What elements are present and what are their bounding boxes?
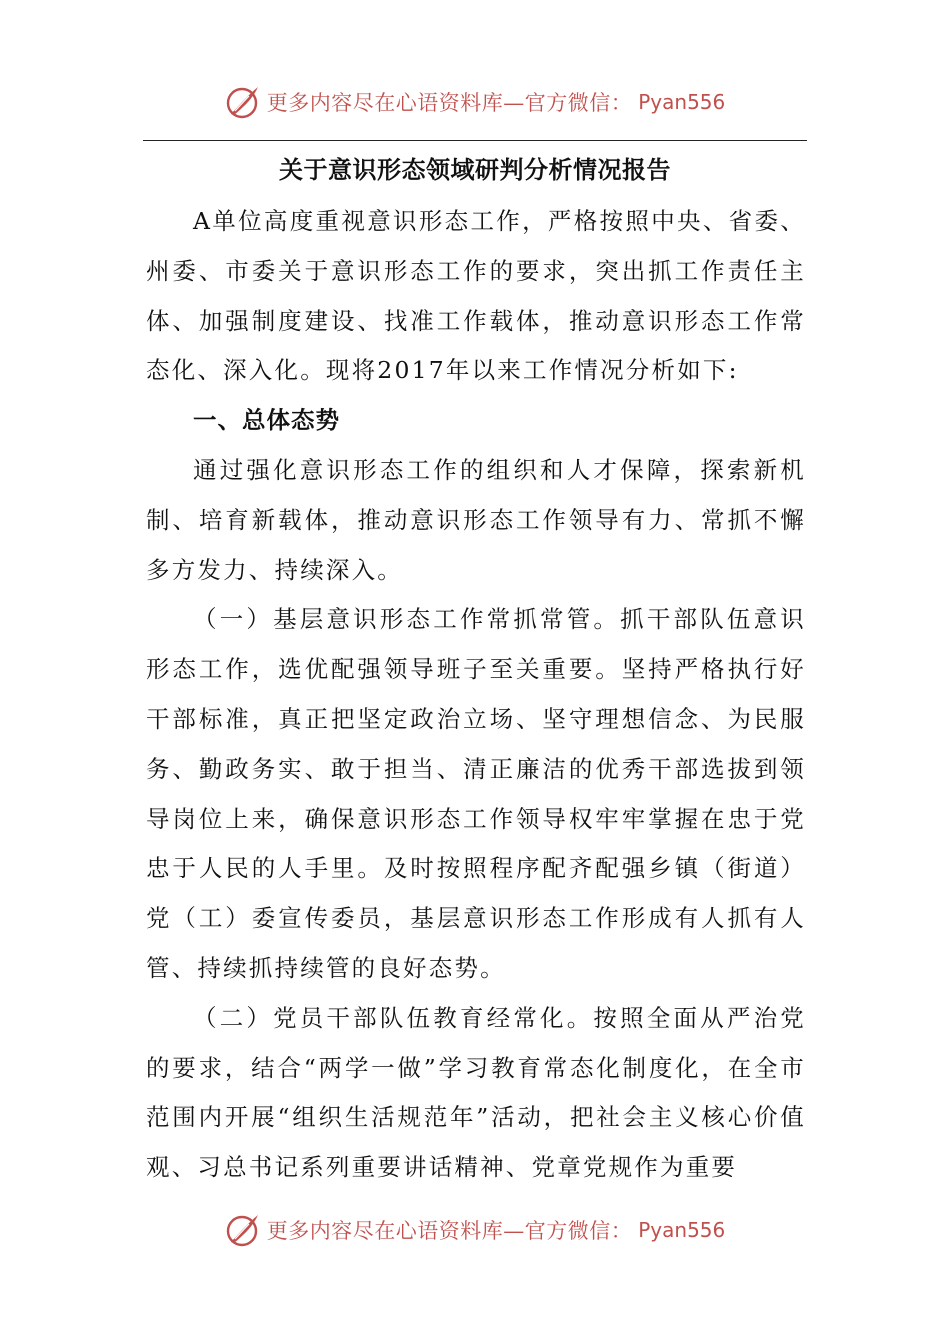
watermark-footer [0, 1210, 950, 1250]
watermark-text: 更多内容尽在心语资料库—官方微信： [266, 1219, 633, 1243]
intro-paragraph: A单位高度重视意识形态工作，严格按照中央、省委、州委、市委关于意识形态工作的要求，突出抓工作责任主体、加强制度建设、找准工作载体，推动意识形态工作常态化、深入化。现将2017年以来工作情况分析如下: [146, 207, 806, 385]
document-body [146, 197, 806, 1193]
watermark-text: 更多内容尽在心语资料库—官方微信： [266, 91, 633, 115]
section-paragraph-overall: 通过强化意识形态工作的组织和人才保障，探索新机制、培育新载体，推动意识形态工作领导有力、常抓不懈多方发力、持续深入。 [146, 455, 806, 584]
header-rule [143, 140, 807, 141]
watermark-wechat-id: Pyan556 [638, 90, 726, 114]
document-title: 关于意识形态领域研判分析情况报告 [279, 155, 671, 184]
section-heading-overall: 一、总体态势 [193, 406, 340, 435]
subsection-paragraph-1: （一）基层意识形态工作常抓常管。抓干部队伍意识形态工作，选优配强领导班子至关重要。坚持严格执行好干部标准，真正把坚定政治立场、坚守理想信念、为民服务、勤政务实、敢于担当、清正廉洁的优秀干部选拔到领导岗位上来，确保意识形态工作领导权牢牢掌握在忠于党忠于人民的人手里。及时按照程序配齐配强乡镇（街道）党（工）委宣传委员，基层意识形态工作形成有人抓有人管、持续抓持续管的良好态势。 [146, 605, 806, 982]
watermark-header [0, 82, 950, 122]
quill-logo-icon [225, 1212, 261, 1248]
quill-logo-icon [225, 84, 261, 120]
subsection-paragraph-2: （二）党员干部队伍教育经常化。按照全面从严治党的要求，结合“两学一做”学习教育常态化制度化，在全市范围内开展“组织生活规范年”活动，把社会主义核心价值观、习总书记系列重要讲话精神、党章党规作为重要 [146, 1003, 806, 1182]
watermark-wechat-id: Pyan556 [638, 1218, 726, 1242]
